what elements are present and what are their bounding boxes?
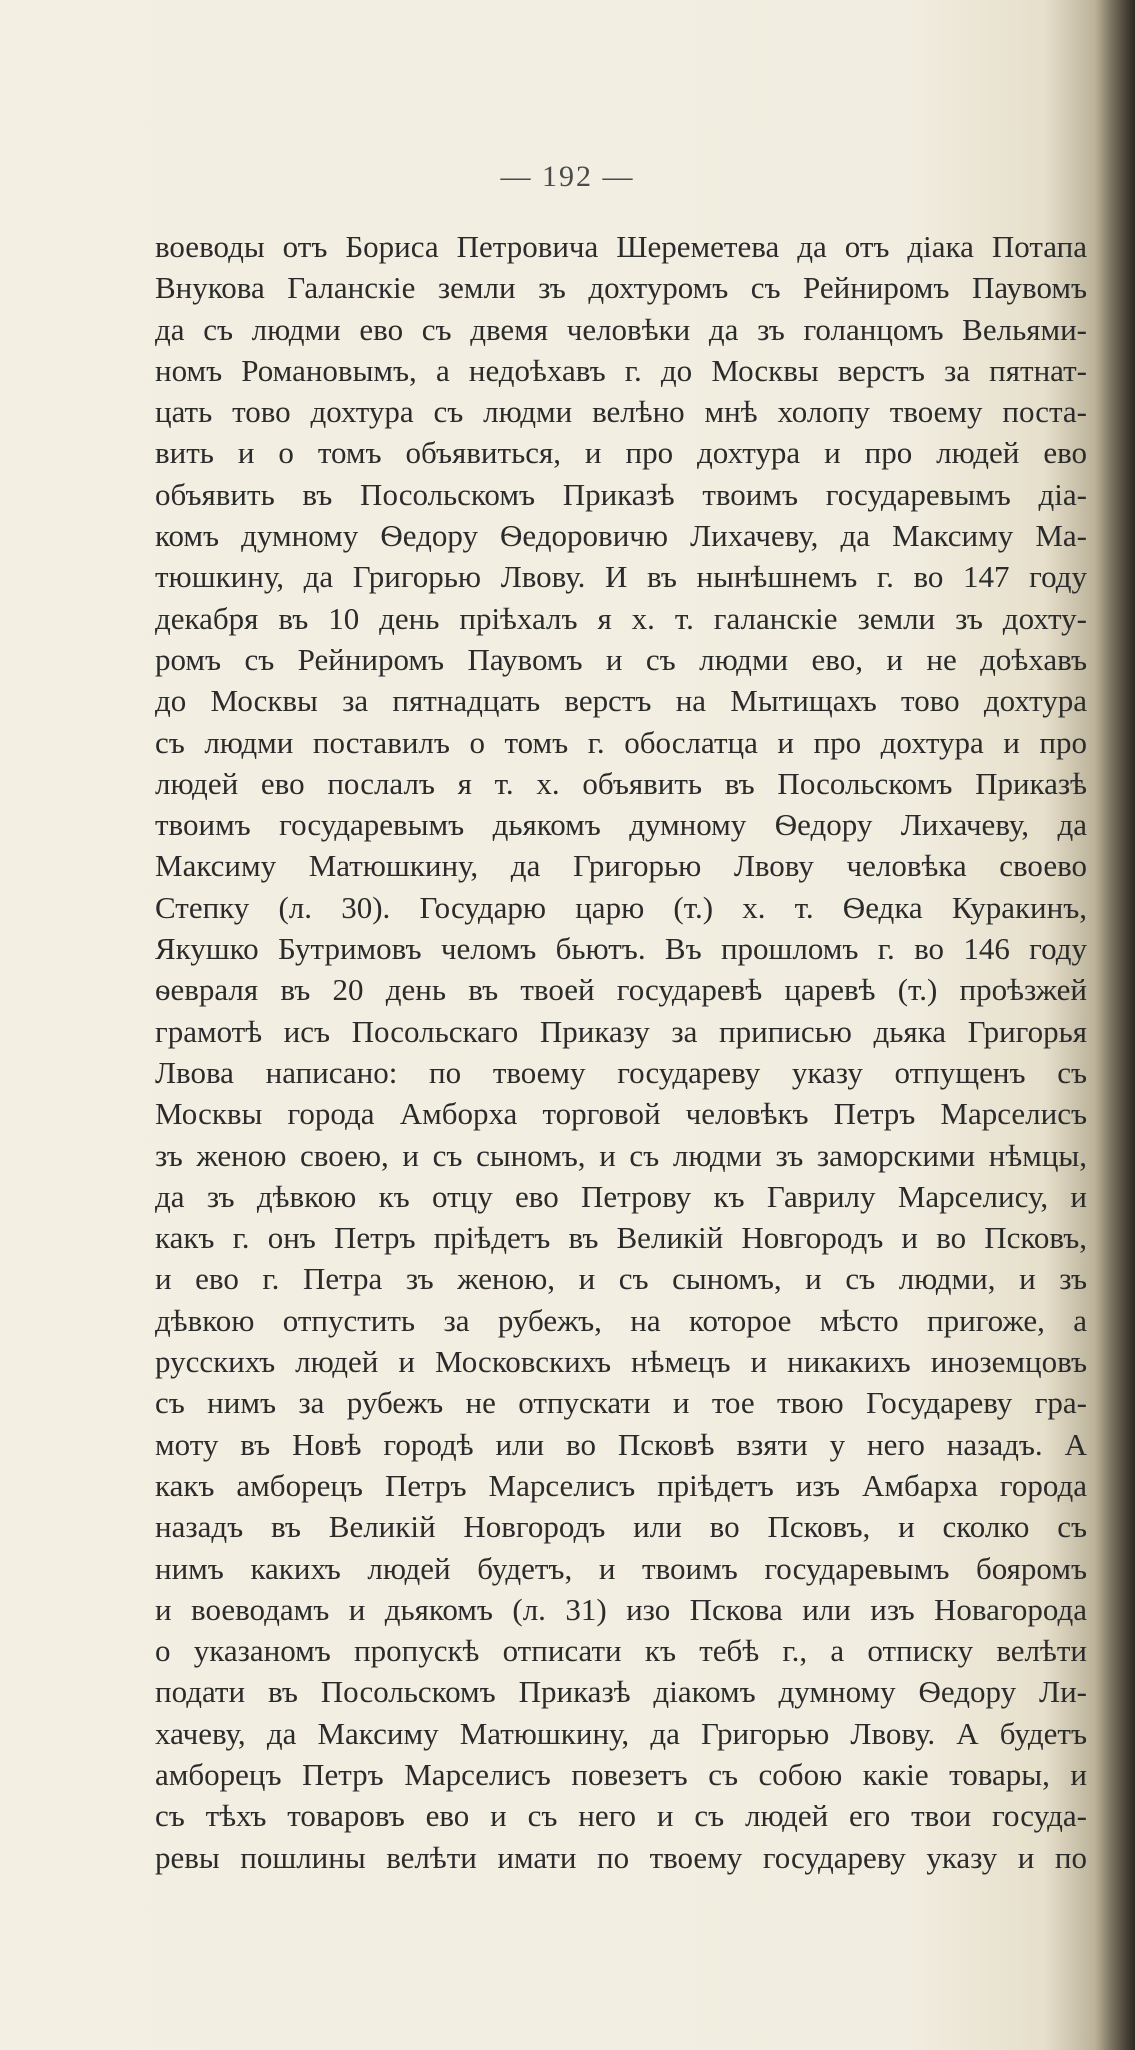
text-line: грамотѣ исъ Посольскаго Приказу за приписью дьяка Григорья [155,1013,1087,1049]
text-line: подати въ Посольскомъ Приказѣ діакомъ думному Ѳедору Ли- [155,1674,1087,1710]
text-line: амборецъ Петръ Марселисъ повезетъ съ собою какіе товары, и [155,1756,1087,1792]
text-line: Лвова написано: по твоему государеву указу отпущенъ съ [155,1054,1087,1090]
text-line: Внукова Галанскіе земли зъ дохтуромъ съ Рейниромъ Паувомъ [155,270,1087,306]
text-line: воеводы отъ Бориса Петровича Шереметева да отъ діака Потапа [155,229,1087,264]
text-line: Максиму Матюшкину, да Григорью Лвову человѣка своево [155,848,1087,884]
text-line: ревы пошлины велѣти имати по твоему государеву указу и по [155,1839,1087,1875]
text-line: Якушко Бутримовъ челомъ бьютъ. Въ прошломъ г. во 146 году [155,931,1087,967]
text-line: нимъ какихъ людей будетъ, и твоимъ государевымъ бояромъ [155,1550,1087,1586]
text-line: комъ думному Ѳедору Ѳедоровичю Лихачеву, да Максиму Ма- [155,518,1087,554]
text-line: ѳевраля въ 20 день въ твоей государевѣ царевѣ (т.) проѣзжей [155,972,1087,1008]
text-line: дѣвкою отпустить за рубежъ, на которое мѣсто пригоже, а [155,1302,1087,1338]
text-line: да зъ дѣвкою къ отцу ево Петрову къ Гаврилу Марселису, и [155,1178,1087,1214]
book-spine-shadow [1095,0,1135,2050]
text-line: вить и о томъ объявиться, и про дохтура и про людей ево [155,435,1087,471]
text-line: съ тѣхъ товаровъ ево и съ него и съ людей его твои госуда- [155,1798,1087,1834]
text-line: до Москвы за пятнадцать верстъ на Мытищахъ тово дохтура [155,683,1087,719]
text-line: Степку (л. 30). Государю царю (т.) х. т. Ѳедка Куракинъ, [155,889,1087,925]
body-text [155,226,1087,1878]
text-line: и ево г. Петра зъ женою, и съ сыномъ, и съ людми, и зъ [155,1261,1087,1297]
text-line: съ людми поставилъ о томъ г. обослатца и про дохтура и про [155,724,1087,760]
text-line: твоимъ государевымъ дьякомъ думному Ѳедору Лихачеву, да [155,807,1087,843]
text-line: тюшкину, да Григорью Лвову. И въ нынѣшнемъ г. во 147 году [155,559,1087,595]
text-line: моту въ Новѣ городѣ или во Псковѣ взяти у него назадъ. А [155,1426,1087,1462]
text-line: съ нимъ за рубежъ не отпускати и тое твою Государеву гра- [155,1385,1087,1421]
text-line: ромъ съ Рейниромъ Паувомъ и съ людми ево, и не доѣхавъ [155,641,1087,677]
text-line: о указаномъ пропускѣ отписати къ тебѣ г., а отписку велѣти [155,1633,1087,1669]
text-line: хачеву, да Максиму Матюшкину, да Григорью Лвову. А будетъ [155,1715,1087,1751]
text-line: зъ женою своею, и съ сыномъ, и съ людми зъ заморскими нѣмцы, [155,1137,1087,1173]
text-line: и воеводамъ и дьякомъ (л. 31) изо Пскова или изъ Новагорода [155,1591,1087,1627]
text-line: цать тово дохтура съ людми велѣно мнѣ холопу твоему поста- [155,394,1087,430]
text-line: да съ людми ево съ двемя человѣки да зъ голанцомъ Вельями- [155,311,1087,347]
text-line: номъ Романовымъ, а недоѣхавъ г. до Москвы верстъ за пятнат- [155,352,1087,388]
text-line: объявить въ Посольскомъ Приказѣ твоимъ государевымъ діа- [155,476,1087,512]
text-line: Москвы города Амборха торговой человѣкъ Петръ Марселисъ [155,1096,1087,1132]
text-line: какъ амборецъ Петръ Марселисъ пріѣдетъ изъ Амбарха города [155,1467,1087,1503]
text-line: людей ево послалъ я т. х. объявить въ Посольскомъ Приказѣ [155,765,1087,801]
text-line: какъ г. онъ Петръ пріѣдетъ въ Великій Новгородъ и во Псковъ, [155,1220,1087,1256]
text-line: назадъ въ Великій Новгородъ или во Псковъ, и сколко съ [155,1509,1087,1545]
text-line: русскихъ людей и Московскихъ нѣмецъ и никакихъ иноземцовъ [155,1344,1087,1380]
page-number: — 192 — [500,160,635,193]
text-line: декабря въ 10 день пріѣхалъ я х. т. галанскіе земли зъ дохту- [155,600,1087,636]
